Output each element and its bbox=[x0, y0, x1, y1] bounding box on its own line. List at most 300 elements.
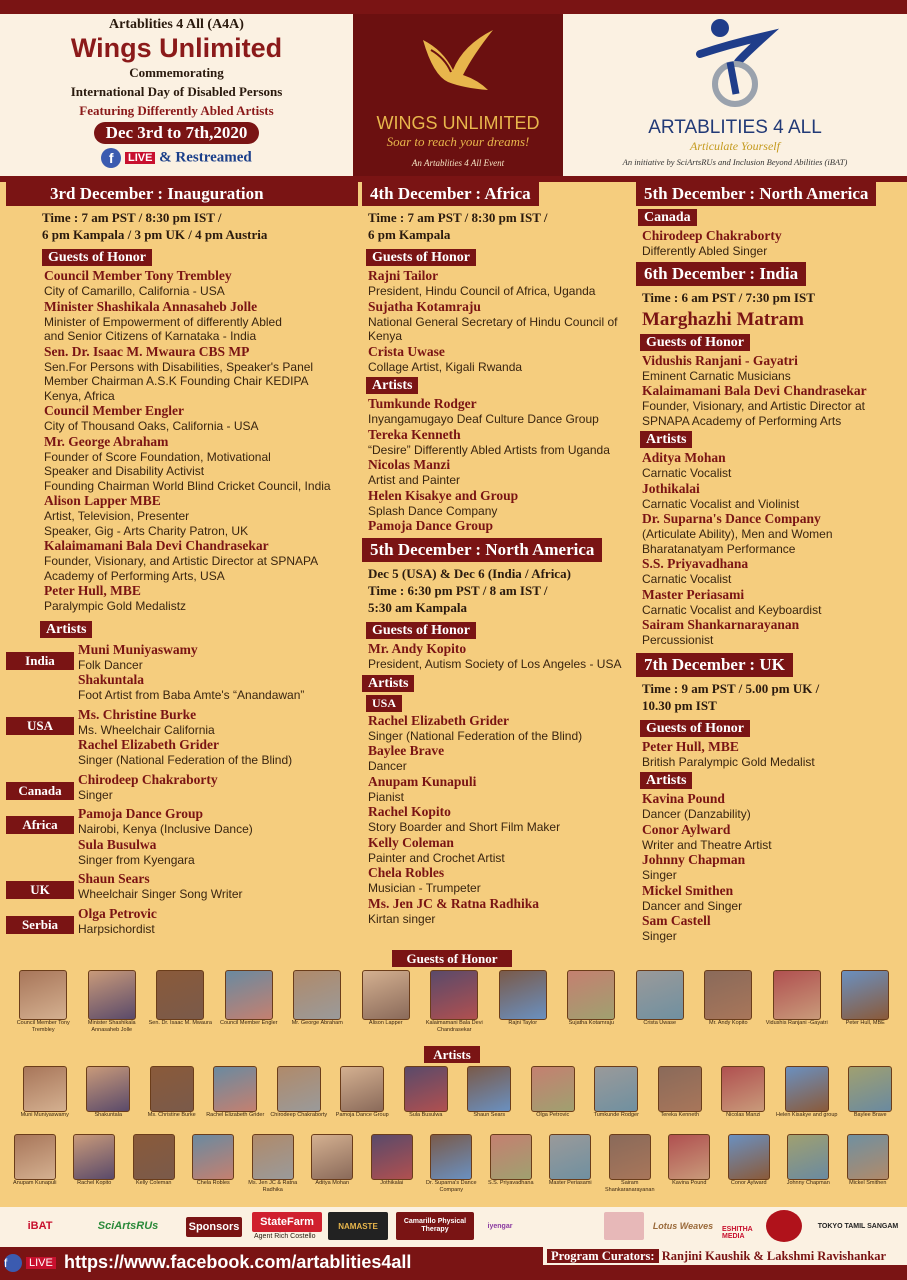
dec3-time-line1: Time : 7 am PST / 8:30 pm IST / bbox=[42, 210, 222, 225]
photo-card bbox=[780, 1134, 838, 1187]
entry-desc: Founder, Visionary, and Artistic Director at SPNAPA bbox=[44, 554, 319, 568]
person-photo bbox=[785, 1066, 829, 1112]
partner-logo-1 bbox=[528, 1212, 600, 1240]
entry bbox=[6, 493, 358, 538]
entry-name: Rachel Elizabeth Grider bbox=[368, 712, 509, 728]
guests-photo-strip bbox=[0, 970, 907, 1046]
artist-desc: Nairobi, Kenya (Inclusive Dance) bbox=[78, 822, 253, 836]
entry bbox=[362, 518, 634, 534]
entry bbox=[636, 450, 907, 481]
entry-name: Crista Uwase bbox=[368, 343, 445, 359]
entry bbox=[362, 488, 634, 519]
entry-name: Kelly Coleman bbox=[368, 834, 454, 850]
facebook-icon: f bbox=[101, 148, 121, 168]
photo-card bbox=[832, 970, 899, 1027]
photo-caption: Rachel Kopito bbox=[77, 1180, 112, 1186]
photo-caption: Council Member Engler bbox=[220, 1020, 278, 1026]
entry bbox=[362, 713, 634, 744]
event-title: Wings Unlimited bbox=[70, 33, 283, 63]
entry-desc: Story Boarder and Short Film Maker bbox=[368, 820, 561, 834]
entry-name: Peter Hull, MBE bbox=[44, 583, 141, 598]
photo-caption: Sen. Dr. Isaac M. Mwaura bbox=[148, 1020, 212, 1026]
photo-card bbox=[522, 1066, 584, 1119]
photo-card bbox=[363, 1134, 421, 1187]
entry bbox=[6, 583, 358, 614]
photo-caption: Ms. Christine Burke bbox=[147, 1112, 196, 1118]
photo-card bbox=[216, 970, 283, 1027]
sponsors-label: Sponsors bbox=[186, 1217, 242, 1237]
artist-name: Shakuntala bbox=[78, 672, 145, 687]
entry-name: Pamoja Dance Group bbox=[368, 518, 493, 533]
photo-caption: Pamoja Dance Group bbox=[335, 1112, 389, 1118]
entry-desc: City of Thousand Oaks, California - USA bbox=[44, 419, 259, 433]
photo-caption: Muni Muniyaswamy bbox=[20, 1112, 69, 1118]
entry-desc: Eminent Carnatic Musicians bbox=[642, 368, 791, 383]
person-photo bbox=[668, 1134, 710, 1180]
artist-desc: Singer bbox=[78, 787, 113, 802]
footer-live-badge: LIVE bbox=[26, 1257, 56, 1269]
logo-name: WINGS UNLIMITED bbox=[376, 113, 540, 133]
dec7-time-line1: Time : 9 am PST / 5.00 pm UK / bbox=[642, 680, 820, 696]
tokyo-tamil-logo: TOKYO TAMIL SANGAM bbox=[817, 1222, 899, 1230]
photo-caption: Kelly Coleman bbox=[136, 1180, 172, 1186]
person-photo bbox=[404, 1066, 448, 1112]
entry-desc: Carnatic Vocalist bbox=[642, 572, 732, 586]
country-tag: Canada bbox=[6, 782, 74, 800]
dec4-column bbox=[362, 182, 634, 926]
photo-card bbox=[79, 970, 146, 1034]
dec7-time-line2: 10.30 pm IST bbox=[642, 697, 717, 713]
person-photo bbox=[848, 1066, 892, 1112]
dec5a-artists-list bbox=[636, 228, 907, 259]
entry bbox=[636, 883, 907, 914]
dec3-guests-label: Guests of Honor bbox=[42, 249, 152, 266]
artist-name: Shaun Sears bbox=[78, 871, 150, 886]
dec3-column bbox=[0, 182, 358, 940]
person-photo bbox=[773, 970, 821, 1020]
sciarts-logo: SciArtsRUs bbox=[97, 1220, 159, 1232]
entry-desc: Differently Abled Singer bbox=[642, 244, 768, 258]
photo-caption: Crista Uwase bbox=[643, 1020, 677, 1026]
entry-desc: President, Hindu Council of Africa, Uganda bbox=[368, 284, 596, 298]
entry-desc: President, Autism Society of Los Angeles - USA bbox=[368, 657, 622, 671]
entry bbox=[362, 457, 634, 488]
entry bbox=[636, 587, 907, 618]
entry-name: Conor Aylward bbox=[642, 821, 731, 837]
entry bbox=[6, 344, 358, 404]
photo-card bbox=[304, 1134, 362, 1187]
curators bbox=[543, 1247, 907, 1265]
person-photo bbox=[362, 970, 410, 1020]
person-photo bbox=[340, 1066, 384, 1112]
country-block bbox=[6, 707, 358, 768]
entry-desc: Founding Chairman World Blind Cricket Council, India bbox=[44, 478, 331, 493]
dec7-guests-label: Guests of Honor bbox=[640, 720, 750, 737]
photo-caption: Chirodeep Chakraborty bbox=[270, 1112, 328, 1118]
photo-caption: Mickel Smithen bbox=[849, 1180, 887, 1186]
artist-desc: Folk Dancer bbox=[78, 657, 143, 672]
artist-name: Olga Petrovic bbox=[78, 905, 157, 921]
person-photo bbox=[23, 1066, 67, 1112]
dec6-artists-label: Artists bbox=[640, 431, 692, 448]
photo-caption: Shakuntala bbox=[94, 1112, 123, 1118]
lotus-weaves-logo: Lotus Weaves bbox=[652, 1221, 714, 1231]
entry bbox=[362, 804, 634, 835]
seal-logo bbox=[766, 1210, 802, 1242]
photo-card bbox=[147, 970, 214, 1027]
photo-caption: Rachel Elizabeth Grider bbox=[206, 1112, 265, 1118]
photo-caption: Tereka Kenneth bbox=[660, 1112, 700, 1118]
photo-card bbox=[423, 1134, 481, 1194]
photo-card bbox=[6, 1134, 64, 1187]
entry-name: Baylee Brave bbox=[368, 743, 445, 758]
entry bbox=[362, 344, 634, 375]
person-photo bbox=[371, 1134, 413, 1180]
person-photo bbox=[594, 1066, 638, 1112]
entry bbox=[362, 268, 634, 299]
country-tag: India bbox=[6, 652, 74, 670]
entry-desc: Dancer and Singer bbox=[642, 898, 743, 913]
person-photo bbox=[133, 1134, 175, 1180]
entry-name: Helen Kisakye and Group bbox=[368, 487, 519, 503]
dec6-event-name: Marghazhi Matram bbox=[642, 308, 804, 330]
dec6-guests-label: Guests of Honor bbox=[640, 334, 750, 351]
dec6-time: Time : 6 am PST / 7:30 pm IST bbox=[642, 289, 815, 305]
camarillo-logo: Camarillo Physical Therapy bbox=[396, 1212, 474, 1240]
entry-desc: Artist and Painter bbox=[368, 473, 461, 487]
gallery-artists-label: Artists bbox=[424, 1046, 480, 1063]
photo-card bbox=[839, 1134, 897, 1187]
photo-caption: Minister Shashikala Annasaheb Jolle bbox=[87, 1020, 136, 1033]
entry bbox=[636, 383, 907, 428]
entry-desc: Founder of Score Foundation, Motivational bbox=[44, 449, 271, 464]
person-photo bbox=[225, 970, 273, 1020]
entry bbox=[636, 481, 907, 512]
entry-name: Peter Hull, MBE bbox=[642, 738, 739, 754]
artist-desc: Wheelchair Singer Song Writer bbox=[78, 887, 243, 901]
live-badge: LIVE bbox=[125, 152, 155, 164]
photo-caption: Mr. George Abraham bbox=[291, 1020, 343, 1026]
photo-caption: Tumkunde Rodger bbox=[593, 1112, 639, 1118]
entry bbox=[636, 228, 907, 259]
photo-card bbox=[14, 1066, 76, 1119]
entry-name: Alison Lapper MBE bbox=[44, 493, 161, 508]
a4a-initiative: An initiative by SciArtsRUs and Inclusion Beyond Abilities (iBAT) bbox=[622, 157, 848, 167]
artist-name: Muni Muniyaswamy bbox=[78, 641, 198, 657]
country-block bbox=[6, 806, 358, 867]
photo-card bbox=[695, 970, 762, 1027]
wings-unlimited-logo bbox=[353, 14, 563, 176]
entry-desc: Splash Dance Company bbox=[368, 503, 498, 518]
photo-card bbox=[205, 1066, 267, 1119]
entry-name: Mickel Smithen bbox=[642, 882, 734, 898]
photo-caption: Mr. Andy Kopito bbox=[708, 1020, 748, 1026]
entry-name: Rajni Tailor bbox=[368, 268, 439, 283]
entry-name: Kalaimamani Bala Devi Chandrasekar bbox=[642, 383, 867, 398]
person-photo bbox=[609, 1134, 651, 1180]
photo-card bbox=[66, 1134, 124, 1187]
entry-name: Johnny Chapman bbox=[642, 852, 746, 867]
facebook-icon: f bbox=[4, 1254, 22, 1272]
entry-name: Chela Robles bbox=[368, 865, 445, 880]
person-photo bbox=[293, 970, 341, 1020]
person-photo bbox=[150, 1066, 194, 1112]
dec5b-time-line2: Time : 6:30 pm PST / 8 am IST / bbox=[368, 583, 548, 598]
entry bbox=[362, 427, 634, 458]
entry-desc: “Desire” Differently Abled Artists from Uganda bbox=[368, 442, 610, 457]
entry-name: Dr. Suparna's Dance Company bbox=[642, 511, 821, 526]
photo-caption: Council Member Tony Trembley bbox=[16, 1020, 70, 1033]
person-photo bbox=[252, 1134, 294, 1180]
entry bbox=[362, 396, 634, 427]
dec3-time bbox=[6, 206, 358, 246]
person-photo bbox=[704, 970, 752, 1020]
photo-card bbox=[125, 1134, 183, 1187]
artist-desc: Foot Artist from Baba Amte's “Anandawan” bbox=[78, 688, 305, 702]
person-photo bbox=[311, 1134, 353, 1180]
artist-name: Ms. Christine Burke bbox=[78, 706, 197, 722]
featuring: Featuring Differently Abled Artists bbox=[79, 103, 274, 118]
entry bbox=[636, 617, 907, 648]
dec3-countries-list bbox=[6, 642, 358, 937]
entry-name: Sam Castell bbox=[642, 913, 711, 928]
entry-desc: Kenya, Africa bbox=[44, 388, 115, 403]
entry bbox=[636, 739, 907, 770]
entry bbox=[636, 556, 907, 587]
dec4-heading: 4th December : Africa bbox=[362, 182, 539, 206]
entry-name: Jothikalai bbox=[642, 480, 700, 496]
dec3-heading: 3rd December : Inauguration bbox=[6, 182, 358, 206]
entry-name: Ms. Jen JC & Ratna Radhika bbox=[368, 895, 540, 911]
entry-desc: Painter and Crochet Artist bbox=[368, 850, 505, 865]
photo-card bbox=[764, 970, 831, 1027]
person-photo bbox=[721, 1066, 765, 1112]
person-photo bbox=[88, 970, 136, 1020]
person-photo bbox=[567, 970, 615, 1020]
a4a-figure-icon bbox=[690, 14, 780, 110]
person-photo bbox=[156, 970, 204, 1020]
gallery-guests-label: Guests of Honor bbox=[392, 950, 512, 967]
photo-card bbox=[459, 1066, 521, 1119]
dec5-7-column bbox=[636, 182, 907, 944]
sponsors-bar bbox=[0, 1207, 907, 1247]
live-stream-info[interactable] bbox=[0, 148, 353, 168]
entry-name: Kavina Pound bbox=[642, 791, 725, 806]
photo-caption: Sula Busulwa bbox=[409, 1112, 443, 1118]
photo-caption: Olga Petrovic bbox=[536, 1112, 570, 1118]
footer bbox=[0, 1247, 907, 1280]
person-photo bbox=[19, 970, 67, 1020]
photo-card bbox=[284, 970, 351, 1027]
entry-desc: Academy of Performing Arts, USA bbox=[44, 568, 225, 583]
dec5a-country-tag: Canada bbox=[638, 209, 697, 226]
dec4-time-line1: Time : 7 am PST / 8:30 pm IST / bbox=[368, 210, 548, 225]
dec7-artists-list bbox=[636, 791, 907, 944]
dec5b-country-tag: USA bbox=[366, 695, 402, 712]
photo-caption: Anupam Kunapuli bbox=[13, 1180, 57, 1186]
photo-caption: Dr. Suparna's Dance Company bbox=[425, 1180, 477, 1193]
person-photo bbox=[531, 1066, 575, 1112]
entry-desc: Paralympic Gold Medalistz bbox=[44, 599, 187, 613]
entry-name: Chirodeep Chakraborty bbox=[642, 228, 782, 243]
photo-caption: Baylee Brave bbox=[853, 1112, 887, 1118]
facebook-url-link[interactable]: https://www.facebook.com/artablities4all bbox=[64, 1252, 412, 1272]
person-photo bbox=[728, 1134, 770, 1180]
person-photo bbox=[847, 1134, 889, 1180]
photo-caption: Nicolas Manzi bbox=[726, 1112, 761, 1118]
dec4-artists-list bbox=[362, 396, 634, 534]
entry-name: Aditya Mohan bbox=[642, 450, 726, 465]
entry-name: S.S. Priyavadhana bbox=[642, 556, 749, 571]
entry-name: Sen. Dr. Isaac M. Mwaura CBS MP bbox=[44, 343, 250, 359]
dec4-artists-label: Artists bbox=[366, 377, 418, 394]
photo-card bbox=[558, 970, 625, 1027]
entry bbox=[362, 835, 634, 866]
entry-name: Master Periasami bbox=[642, 586, 745, 602]
entry bbox=[362, 865, 634, 896]
photo-caption: Johnny Chapman bbox=[786, 1180, 830, 1186]
entry-desc: City of Camarillo, California - USA bbox=[44, 284, 225, 298]
entry bbox=[362, 774, 634, 805]
entry-desc: Member Chairman A.S.K Founding Chair KEDIPA bbox=[44, 374, 309, 388]
artist-name: Rachel Elizabeth Grider bbox=[78, 737, 219, 752]
person-photo bbox=[73, 1134, 115, 1180]
dec4-guests-list bbox=[362, 268, 634, 374]
dec6-guests-list bbox=[636, 353, 907, 429]
header-title-block bbox=[0, 14, 353, 176]
entry-desc: Kirtan singer bbox=[368, 911, 436, 926]
person-photo bbox=[14, 1134, 56, 1180]
photo-caption: Vidushis Ranjani -Gayatri bbox=[765, 1020, 828, 1026]
entry-desc: British Paralympic Gold Medalist bbox=[642, 754, 815, 769]
photo-card bbox=[649, 1066, 711, 1119]
entry-name: Anupam Kunapuli bbox=[368, 773, 477, 789]
country-block bbox=[6, 642, 358, 703]
photo-card bbox=[586, 1066, 648, 1119]
entry-name: Council Member Engler bbox=[44, 403, 184, 418]
entry-desc: Inyangamugayo Deaf Culture Dance Group bbox=[368, 412, 599, 426]
dec5b-time-line1: Dec 5 (USA) & Dec 6 (India / Africa) bbox=[368, 566, 571, 581]
entry-desc: Dancer bbox=[368, 759, 407, 773]
entry-desc: Speaker and Disability Activist bbox=[44, 464, 205, 478]
statefarm-agent: Agent Rich Costello bbox=[254, 1233, 316, 1240]
dec7-artists-label: Artists bbox=[640, 772, 692, 789]
photo-card bbox=[141, 1066, 203, 1119]
artablities-logo bbox=[563, 14, 907, 176]
artist-desc: Harpsichordist bbox=[78, 921, 155, 936]
footer-live-tag[interactable] bbox=[4, 1254, 56, 1272]
entry-desc: (Articulate Ability), Men and Women bbox=[642, 527, 833, 541]
entry bbox=[636, 822, 907, 853]
photo-card bbox=[661, 1134, 719, 1187]
entry bbox=[362, 641, 634, 672]
entry-name: Council Member Tony Trembley bbox=[44, 268, 232, 283]
country-block bbox=[6, 772, 358, 803]
entry bbox=[636, 791, 907, 822]
photo-card bbox=[482, 1134, 540, 1187]
country-tag: Africa bbox=[6, 816, 74, 834]
entry-name: Mr. Andy Kopito bbox=[368, 641, 467, 656]
namaste-logo: NAMASTE bbox=[328, 1212, 388, 1240]
entry-desc: Carnatic Vocalist and Violinist bbox=[642, 496, 800, 511]
curators-names: Ranjini Kaushik & Lakshmi Ravishankar bbox=[661, 1249, 887, 1263]
entry-desc: Dancer (Danzability) bbox=[642, 807, 751, 821]
eshitha-logo: ESHITHA MEDIA bbox=[722, 1226, 753, 1240]
entry-desc: Sen.For Persons with Disabilities, Speaker's Panel bbox=[44, 359, 314, 374]
entry bbox=[362, 743, 634, 774]
photo-caption: Helen Kisakye and group bbox=[776, 1112, 838, 1118]
entry-name: Nicolas Manzi bbox=[368, 457, 451, 472]
entry bbox=[636, 913, 907, 944]
entry-desc: Artist, Television, Presenter bbox=[44, 509, 190, 523]
entry bbox=[636, 852, 907, 883]
photo-caption: Kalaimamani Bala Devi Chandrasekar bbox=[425, 1020, 483, 1033]
a4a-tagline: Articulate Yourself bbox=[690, 139, 780, 153]
artist-name: Chirodeep Chakraborty bbox=[78, 771, 218, 787]
country-tag: USA bbox=[6, 717, 74, 735]
person-photo bbox=[841, 970, 889, 1020]
entry-desc: Singer bbox=[642, 929, 677, 943]
entry-desc: SPNAPA Academy of Performing Arts bbox=[642, 413, 842, 428]
photo-card bbox=[542, 1134, 600, 1187]
country-tag: Serbia bbox=[6, 916, 74, 934]
entry-desc: Percussionist bbox=[642, 633, 714, 647]
a4a-name: ARTABLITIES 4 ALL bbox=[648, 117, 822, 138]
dec5b-time-line3: 5:30 am Kampala bbox=[368, 600, 467, 615]
logo-tagline: Soar to reach your dreams! bbox=[386, 134, 530, 149]
photo-card bbox=[720, 1134, 778, 1187]
dec7-heading: 7th December : UK bbox=[636, 653, 793, 677]
entry-desc: Singer bbox=[642, 868, 677, 882]
country-tag: UK bbox=[6, 881, 74, 899]
dec5b-time bbox=[362, 562, 634, 619]
entry-desc: Minister of Empowerment of differently Abled bbox=[44, 314, 282, 329]
ibat-logo: iBAT bbox=[27, 1220, 53, 1232]
photo-caption: Aditya Mohan bbox=[315, 1180, 350, 1186]
entry bbox=[6, 299, 358, 344]
person-photo bbox=[86, 1066, 130, 1112]
dec5b-guests-label: Guests of Honor bbox=[366, 622, 476, 639]
person-photo bbox=[213, 1066, 257, 1112]
entry-desc: Kenya bbox=[368, 329, 403, 343]
entry bbox=[636, 511, 907, 556]
photo-card bbox=[78, 1066, 140, 1119]
dec6-artists-list bbox=[636, 450, 907, 648]
photo-caption: Ms. Jen JC & Ratna Radhika bbox=[248, 1180, 298, 1193]
event-dates: Dec 3rd to 7th,2020 bbox=[94, 122, 260, 144]
dec4-time-line2: 6 pm Kampala bbox=[368, 227, 451, 242]
dec7-guests-list bbox=[636, 739, 907, 770]
dec6-heading: 6th December : India bbox=[636, 262, 806, 286]
entry bbox=[636, 353, 907, 384]
person-photo bbox=[430, 1134, 472, 1180]
dec4-time bbox=[362, 206, 634, 246]
entry-name: Vidushis Ranjani - Gayatri bbox=[642, 352, 798, 368]
photo-caption: Master Periasami bbox=[548, 1180, 592, 1186]
restream-text: & Restreamed bbox=[159, 149, 252, 166]
photo-caption: Jothikalai bbox=[380, 1180, 404, 1186]
country-block bbox=[6, 871, 358, 902]
entry-desc: Writer and Theatre Artist bbox=[642, 837, 772, 852]
dec4-guests-label: Guests of Honor bbox=[366, 249, 476, 266]
dec3-artists-label: Artists bbox=[40, 621, 92, 638]
entry bbox=[362, 896, 634, 927]
photo-caption: S.S. Priyavadhana bbox=[487, 1180, 534, 1186]
entry-name: Tumkunde Rodger bbox=[368, 396, 477, 411]
person-photo bbox=[277, 1066, 321, 1112]
entry-name: Mr. George Abraham bbox=[44, 433, 169, 449]
entry-name: Sujatha Kotamraju bbox=[368, 298, 481, 314]
